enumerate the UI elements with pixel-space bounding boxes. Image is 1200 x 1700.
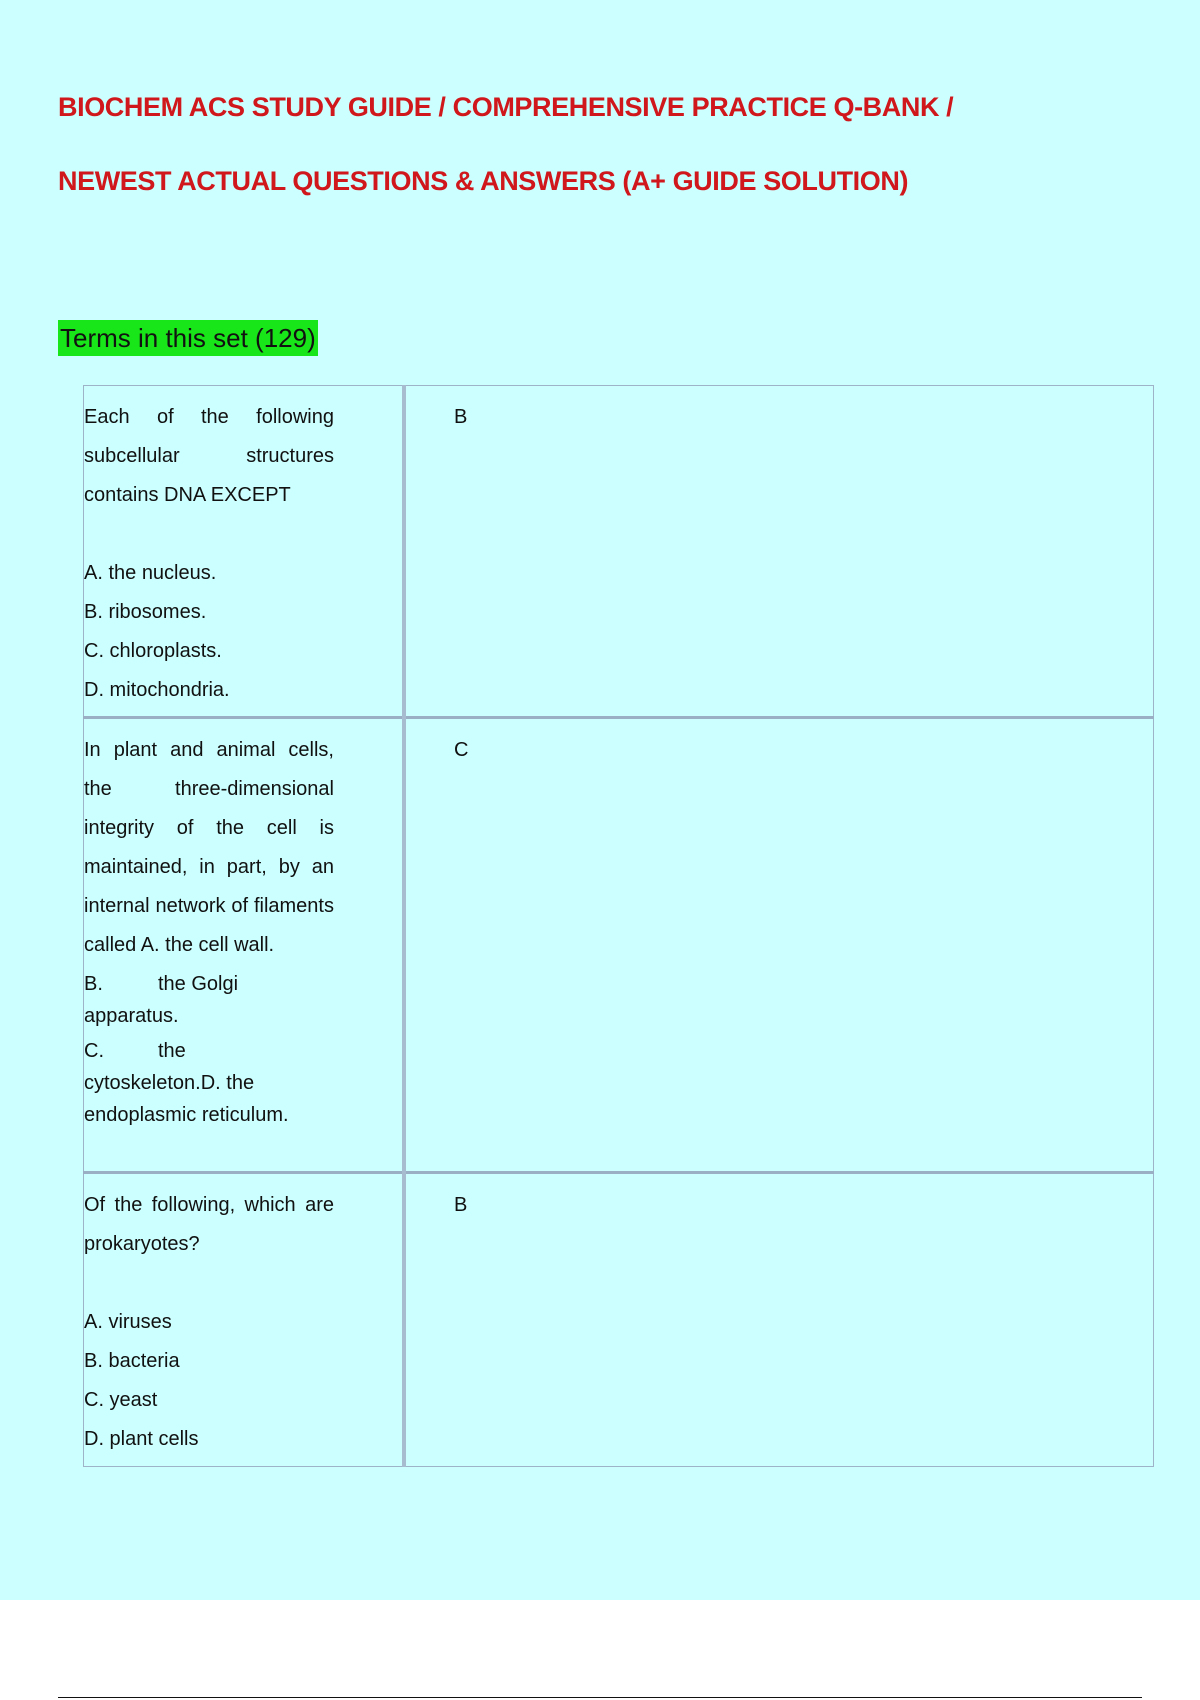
option-letter: B. (84, 973, 103, 995)
answer-option: B. bacteria (84, 1350, 180, 1372)
answer-option: D. plant cells (84, 1428, 199, 1450)
question-answer-table (83, 385, 1154, 1467)
document-title-line-1: BIOCHEM ACS STUDY GUIDE / COMPREHENSIVE PRACTICE Q-BANK / (58, 92, 954, 122)
answer-value: C (454, 739, 469, 761)
table-row (84, 718, 1154, 1173)
question-stem: In plant and animal cells, the three-dimensional integrity of the cell is maintained, in part, by an internal network of filaments called A. the cell wall. (84, 739, 334, 956)
answer-cell (404, 1173, 1154, 1467)
answer-value: B (454, 406, 468, 428)
question-cell (84, 386, 405, 718)
answer-option: C. chloroplasts. (84, 640, 222, 662)
option-text-continued: endoplasmic reticulum. (84, 1104, 289, 1126)
option-letter: C. (84, 1040, 104, 1062)
answer-option: A. viruses (84, 1311, 172, 1333)
answer-option (84, 1032, 334, 1131)
table-row (84, 386, 1154, 718)
option-text-continued: cytoskeleton.D. the (84, 1072, 255, 1094)
terms-count-label: Terms in this set (129) (58, 320, 318, 356)
option-text-continued: apparatus. (84, 1005, 179, 1027)
option-text: the Golgi (158, 973, 239, 995)
answer-option (84, 965, 334, 1032)
footer-divider (58, 1697, 1142, 1698)
answer-option: A. the nucleus. (84, 562, 217, 584)
answer-option: D. mitochondria. (84, 679, 230, 701)
answer-cell (404, 386, 1154, 718)
table-row (84, 1173, 1154, 1467)
option-text: the (158, 1040, 186, 1062)
answer-cell (404, 718, 1154, 1173)
question-stem: Each of the following subcellular structures contains DNA EXCEPT (84, 406, 334, 506)
question-stem: Of the following, which are prokaryotes? (84, 1194, 334, 1255)
answer-option: B. ribosomes. (84, 601, 207, 623)
answer-value: B (454, 1194, 468, 1216)
answer-option: C. yeast (84, 1389, 158, 1411)
question-cell (84, 718, 405, 1173)
question-cell (84, 1173, 405, 1467)
document-title-line-2: NEWEST ACTUAL QUESTIONS & ANSWERS (A+ GUIDE SOLUTION) (58, 166, 909, 196)
